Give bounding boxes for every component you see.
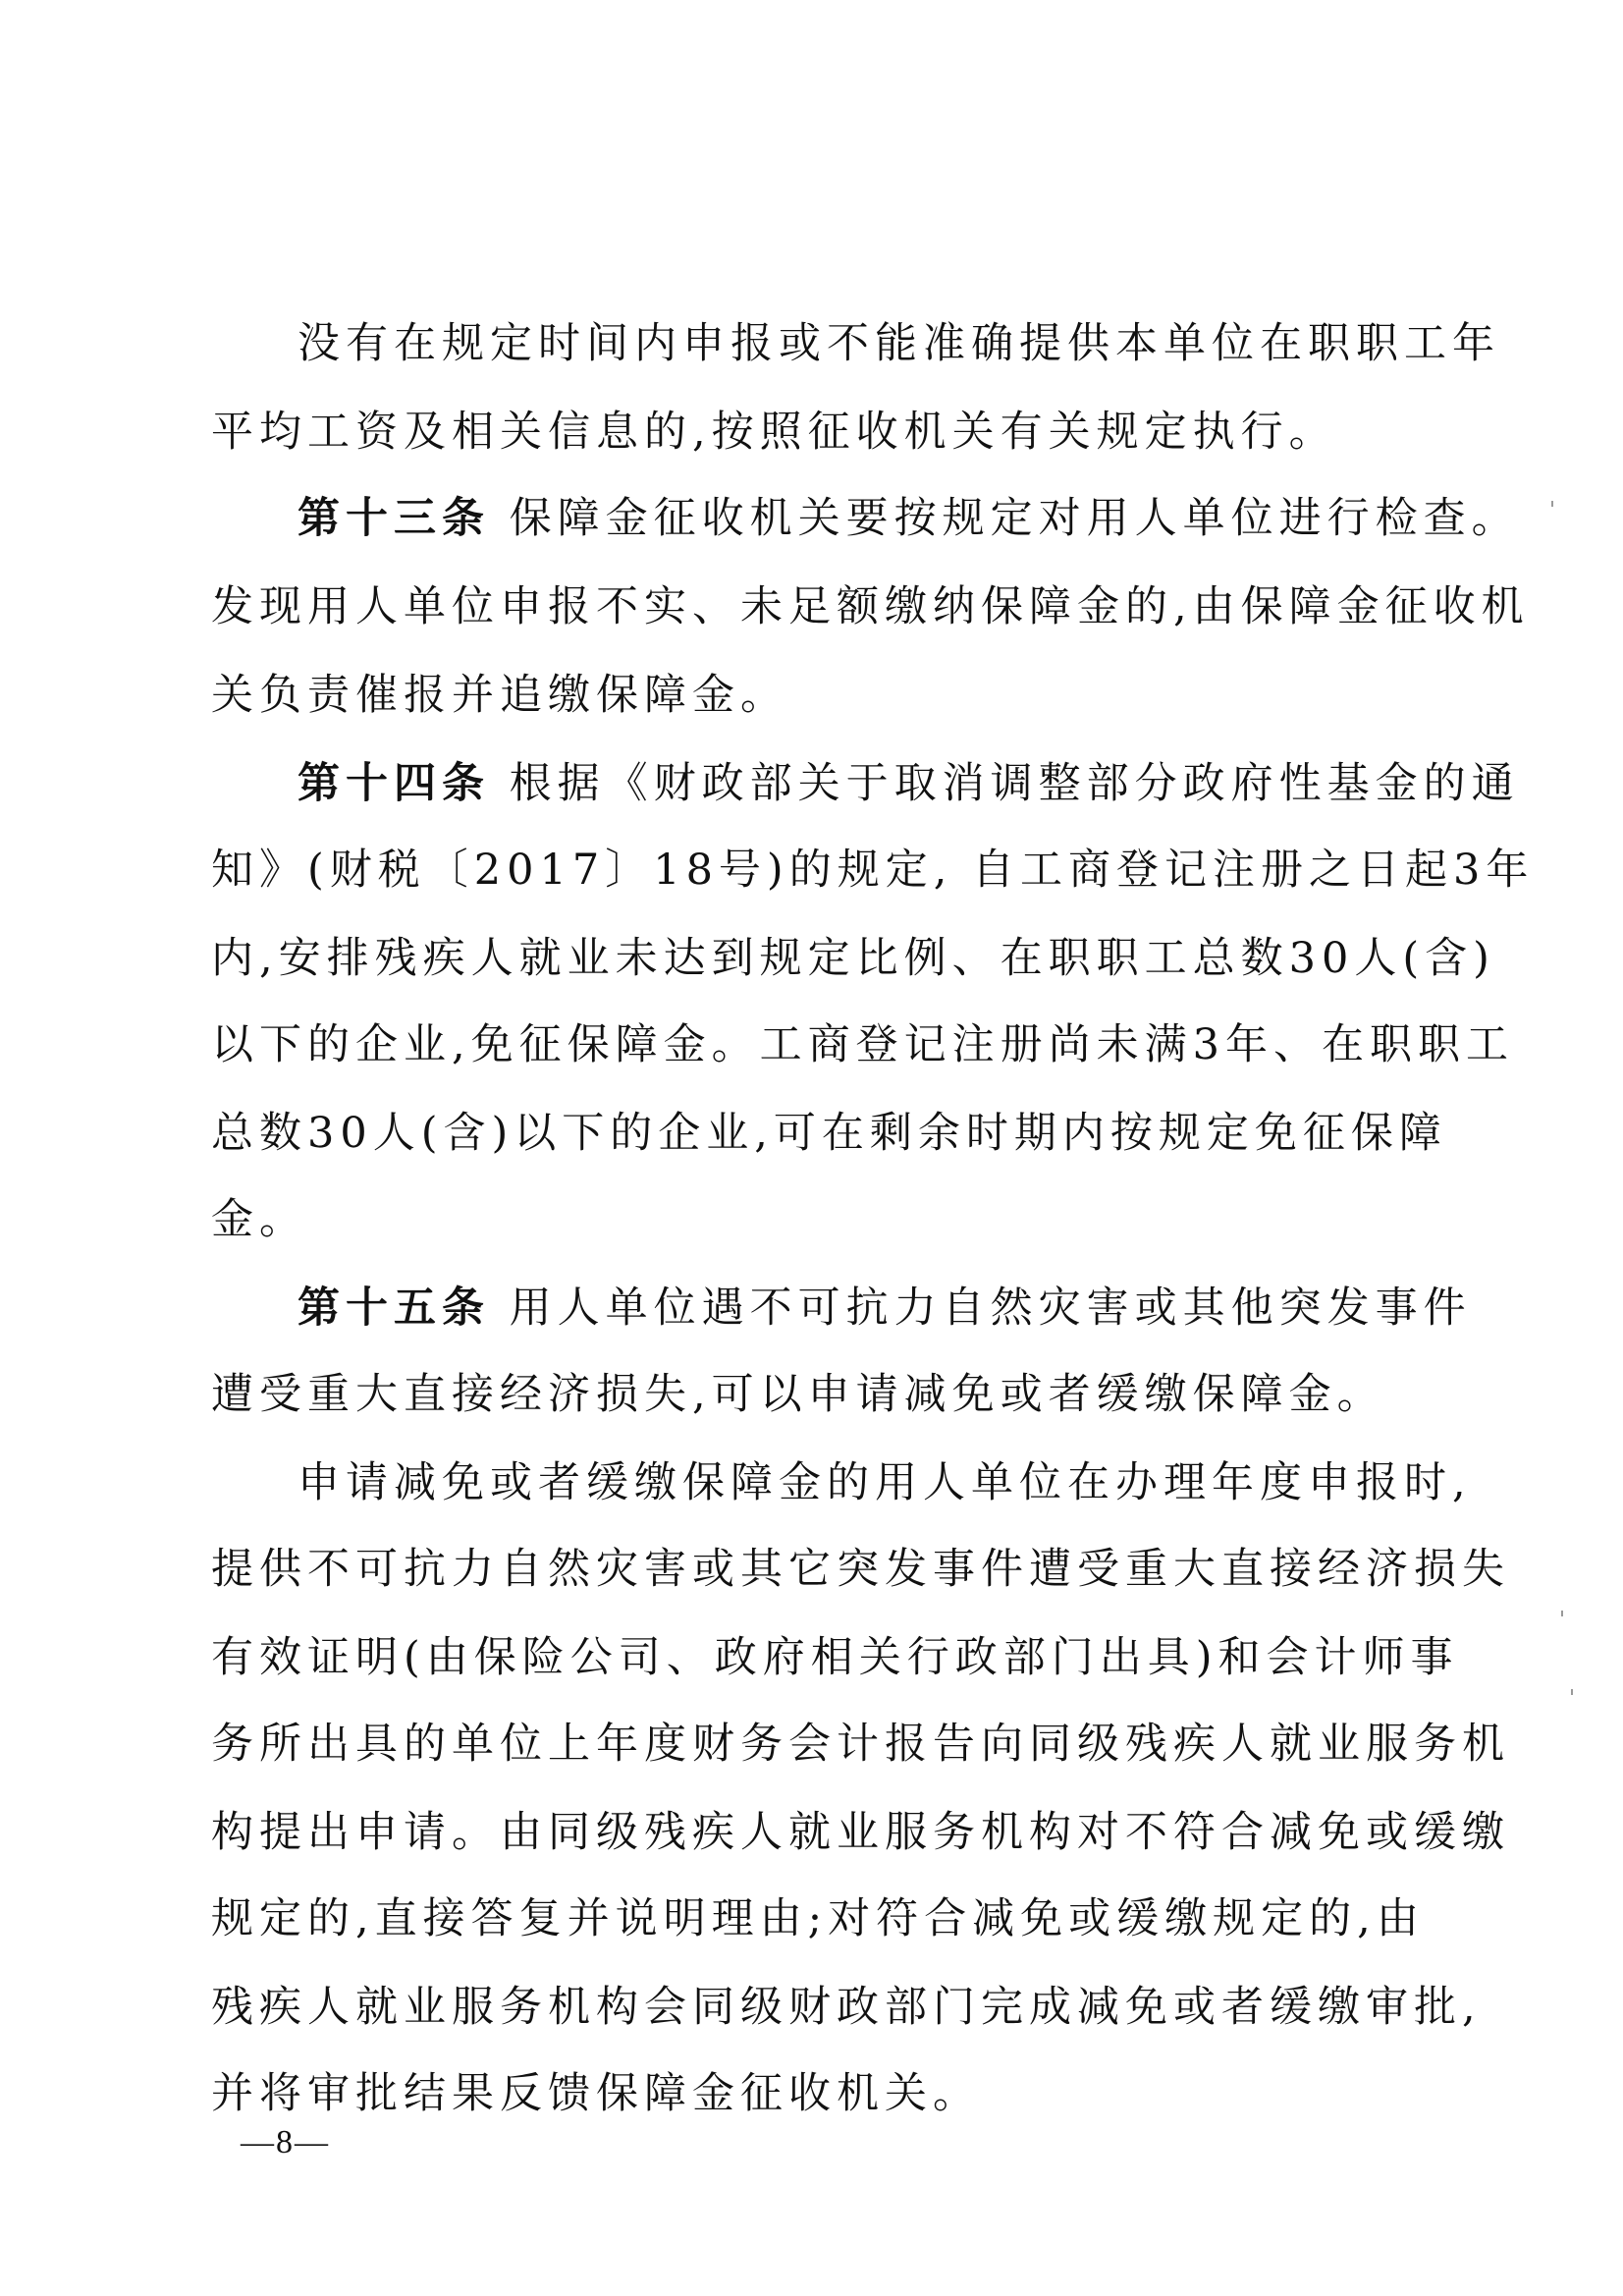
text-line: 没有在规定时间内申报或不能准确提供本单位在职职工年 bbox=[298, 319, 1500, 368]
text-line: 关负责催报并追缴保障金。 bbox=[211, 671, 788, 720]
text-line: 提供不可抗力自然灾害或其它突发事件遭受重大直接经济损失 bbox=[211, 1545, 1510, 1594]
text-line: 规定的,直接答复并说明理由;对符合减免或缓缴规定的,由 bbox=[211, 1894, 1425, 1943]
text-line: 以下的企业,免征保障金。工商登记注册尚未满3年、在职职工 bbox=[211, 1020, 1515, 1069]
article-heading: 第十三条 bbox=[298, 494, 490, 543]
text-line: 总数30人(含)以下的企业,可在剩余时期内按规定免征保障 bbox=[211, 1109, 1447, 1158]
scan-speck bbox=[1561, 1611, 1563, 1616]
article-15-line bbox=[298, 1281, 1476, 1336]
text-line: 发现用人单位申报不实、未足额缴纳保障金的,由保障金征收机 bbox=[211, 582, 1530, 631]
article-heading: 第十四条 bbox=[298, 759, 490, 808]
article-text: 根据《财政部关于取消调整部分政府性基金的通 bbox=[490, 759, 1520, 808]
text-line: 构提出申请。由同级残疾人就业服务机构对不符合减免或缓缴 bbox=[211, 1808, 1510, 1857]
article-13-line bbox=[298, 491, 1520, 546]
scan-speck bbox=[1551, 501, 1553, 507]
article-14-line bbox=[298, 756, 1520, 811]
text-line: 务所出具的单位上年度财务会计报告向同级残疾人就业服务机 bbox=[211, 1720, 1510, 1769]
text-line: 平均工资及相关信息的,按照征收机关有关规定执行。 bbox=[211, 408, 1337, 457]
text-line: 金。 bbox=[211, 1195, 307, 1244]
text-line: 内,安排残疾人就业未达到规定比例、在职职工总数30人(含) bbox=[211, 934, 1495, 983]
text-line: 遭受重大直接经济损失,可以申请减免或者缓缴保障金。 bbox=[211, 1370, 1385, 1419]
text-line: 残疾人就业服务机构会同级财政部门完成减免或者缓缴审批, bbox=[211, 1983, 1482, 2032]
text-line: 知》(财税〔2017〕18号)的规定, 自工商登记注册之日起3年 bbox=[211, 846, 1535, 895]
article-heading: 第十五条 bbox=[298, 1284, 490, 1333]
text-line: 申请减免或者缓缴保障金的用人单位在办理年度申报时, bbox=[298, 1458, 1472, 1507]
scan-speck bbox=[1571, 1689, 1573, 1695]
page-number: —8— bbox=[241, 2124, 330, 2160]
text-line: 有效证明(由保险公司、政府相关行政部门出具)和会计师事 bbox=[211, 1633, 1459, 1682]
article-text: 用人单位遇不可抗力自然灾害或其他突发事件 bbox=[490, 1284, 1472, 1333]
article-text: 保障金征收机关要按规定对用人单位进行检查。 bbox=[490, 494, 1520, 543]
text-line: 并将审批结果反馈保障金征收机关。 bbox=[211, 2069, 981, 2118]
